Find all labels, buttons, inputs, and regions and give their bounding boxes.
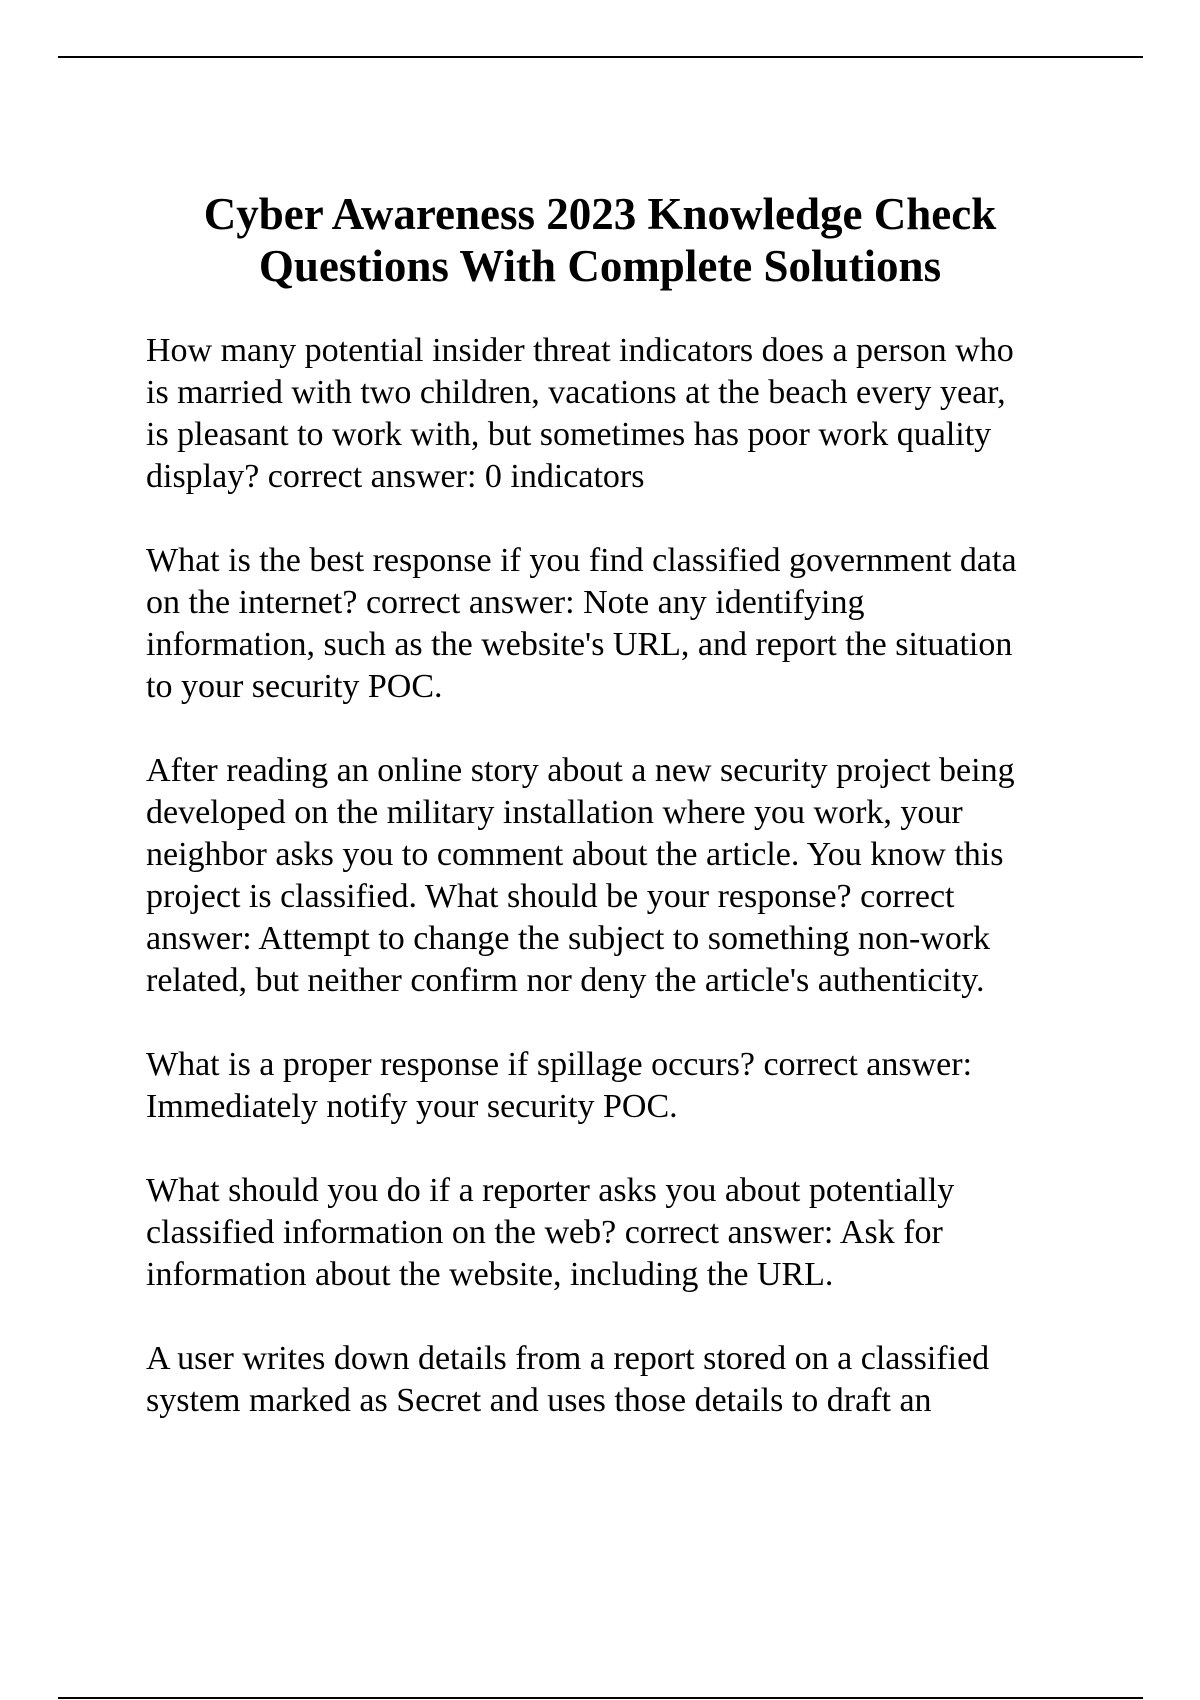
text-line: on the internet? correct answer: Note any identifying [146,584,865,621]
text-line: What is the best response if you find classified government data [146,542,1017,579]
qa-paragraph-3 [146,750,1086,1002]
bottom-rule [58,1697,1143,1699]
text-line: neighbor asks you to comment about the article. You know this [146,836,1004,873]
qa-paragraph-6 [146,1338,1086,1422]
text-line: A user writes down details from a report stored on a classified [146,1340,990,1377]
text-line: How many potential insider threat indicators does a person who [146,332,1014,369]
text-line: is pleasant to work with, but sometimes has poor work quality [146,416,992,453]
qa-paragraph-4 [146,1044,1086,1128]
top-rule [58,56,1143,58]
text-line: information, such as the website's URL, and report the situation [146,626,1013,663]
text-line: related, but neither confirm nor deny the article's authenticity. [146,962,985,999]
title-line: Cyber Awareness 2023 Knowledge Check [203,189,997,239]
text-line: answer: Attempt to change the subject to something non-work [146,920,991,957]
text-line: is married with two children, vacations at the beach every year, [146,374,1006,411]
text-line: information about the website, including the URL. [146,1256,834,1293]
page-title [0,188,1200,292]
document-body [146,330,1086,1464]
text-line: developed on the military installation where you work, your [146,794,963,831]
qa-paragraph-2 [146,540,1086,708]
text-line: system marked as Secret and uses those details to draft an [146,1382,932,1419]
text-line: What should you do if a reporter asks you about potentially [146,1172,955,1209]
text-line: to your security POC. [146,668,443,705]
text-line: After reading an online story about a new security project being [146,752,1015,789]
qa-paragraph-1 [146,330,1086,498]
text-line: display? correct answer: 0 indicators [146,458,645,495]
title-line: Questions With Complete Solutions [258,241,942,291]
text-line: classified information on the web? correct answer: Ask for [146,1214,943,1251]
qa-paragraph-5 [146,1170,1086,1296]
text-line: project is classified. What should be your response? correct [146,878,955,915]
text-line: What is a proper response if spillage occurs? correct answer: [146,1046,973,1083]
text-line: Immediately notify your security POC. [146,1088,678,1125]
